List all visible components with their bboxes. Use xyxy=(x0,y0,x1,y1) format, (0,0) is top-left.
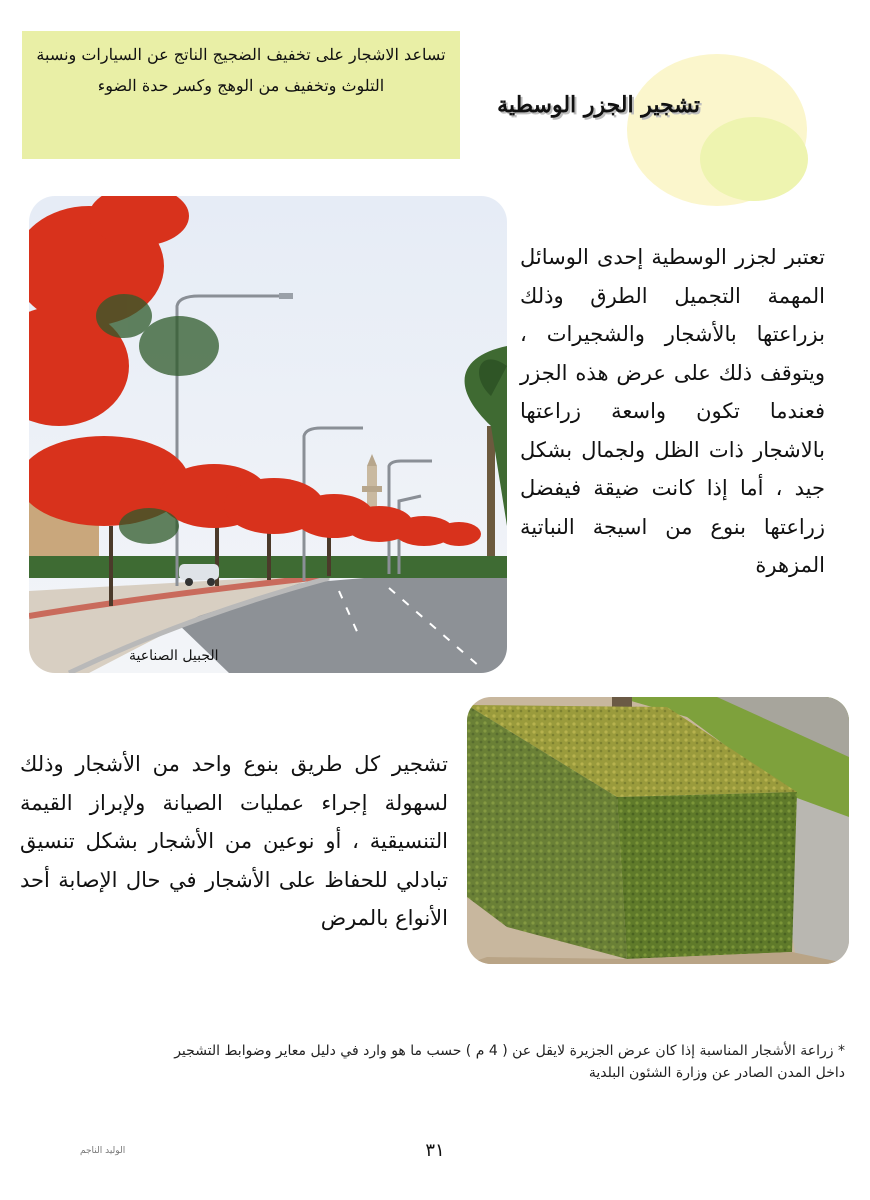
author-signature: الوليد الناجم xyxy=(80,1146,126,1156)
page-number: ٣١ xyxy=(425,1140,445,1161)
street-trees-illustration xyxy=(29,196,507,673)
footnote xyxy=(30,1040,845,1084)
photo-watermark: الجبيل الصناعية xyxy=(129,648,219,664)
decor-circle-small xyxy=(700,117,808,201)
hedge-photo xyxy=(467,697,849,964)
callout-text: تساعد الاشجار على تخفيف الضجيج الناتج عن السيارات ونسبة التلوث وتخفيف من الوهج وكسر حدة الضوء xyxy=(36,45,446,95)
street-trees-photo xyxy=(29,196,507,673)
footnote-line-2: داخل المدن الصادر عن وزارة الشئون البلدية xyxy=(588,1065,845,1081)
hedge-illustration xyxy=(467,697,849,964)
footnote-line-1: * زراعة الأشجار المناسبة إذا كان عرض الجزيرة لايقل عن ( 4 م ) حسب ما هو وارد في دليل معاير وضوابط التشجير xyxy=(174,1043,845,1059)
callout-box xyxy=(22,31,460,159)
paragraph-median-islands: تعتبر لجزر الوسطية إحدى الوسائل المهمة التجميل الطرق وذلك بزراعتها بالأشجار والشجيرات ، ويتوقف ذلك على عرض هذه الجزر فعندما تكون واسعة زراعتها بالاشجار ذات الظل ولجمال بشكل جيد ، أما إذا كانت ضيقة فيفضل زراعتها بنوع من اسيجة النباتية المزهرة xyxy=(520,245,825,577)
page-title: تشجير الجزر الوسطية xyxy=(497,92,700,118)
paragraph-planting-method: تشجير كل طريق بنوع واحد من الأشجار وذلك لسهولة إجراء عمليات الصيانة ولإبراز القيمة التنسيقية ، أو نوعين من الأشجار بشكل تنسيق تبادلي للحفاظ على الأشجار في حال الإصابة أحد الأنواع بالمرض xyxy=(20,752,448,930)
